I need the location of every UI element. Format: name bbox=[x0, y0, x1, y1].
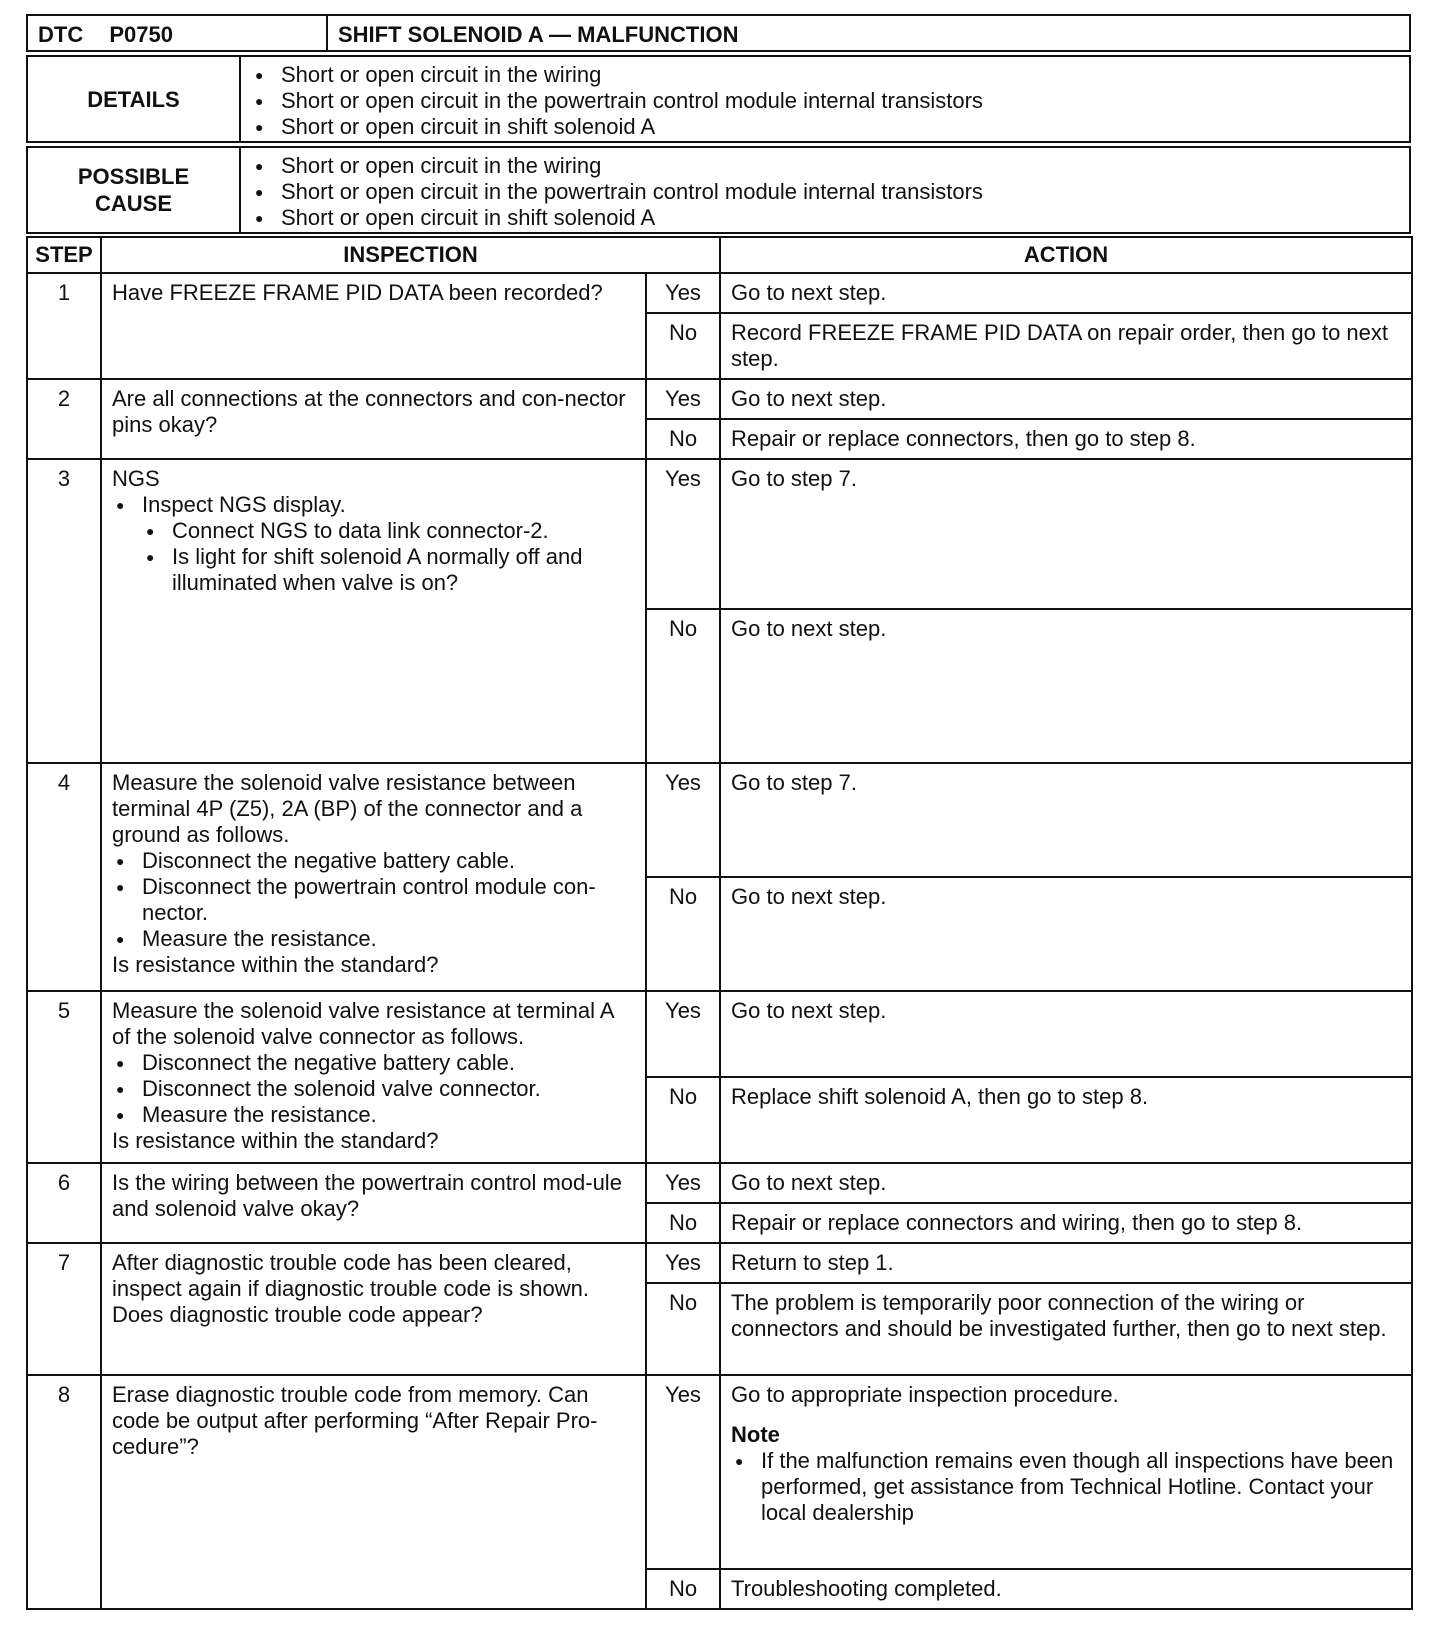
no-action: Record FREEZE FRAME PID DATA on repair order, then go to next step. bbox=[720, 313, 1412, 379]
inspection-title: NGS bbox=[112, 466, 160, 491]
col-action-header: ACTION bbox=[720, 237, 1412, 273]
no-action: Repair or replace connectors and wiring, then go to step 8. bbox=[720, 1203, 1412, 1243]
details-section bbox=[26, 55, 1411, 143]
inspection-bullet: ● Disconnect the negative battery cable. bbox=[112, 1050, 635, 1076]
inspection-cell: Have FREEZE FRAME PID DATA been recorded? bbox=[101, 273, 646, 379]
details-item: ● Short or open circuit in the powertrain control module internal transistors bbox=[251, 88, 1399, 114]
table-row bbox=[27, 991, 1412, 1077]
inspection-bullet: ● Disconnect the negative battery cable. bbox=[112, 848, 635, 874]
possible-cause-label-line2: CAUSE bbox=[94, 191, 172, 216]
no-label: No bbox=[646, 1077, 720, 1163]
possible-cause-item: ● Short or open circuit in the wiring bbox=[251, 153, 1399, 179]
no-label: No bbox=[646, 877, 720, 991]
inspection-bullets bbox=[112, 848, 635, 952]
inspection-question: Is resistance within the standard? bbox=[112, 1128, 439, 1153]
col-inspection-header: INSPECTION bbox=[101, 237, 720, 273]
step-number: 3 bbox=[27, 459, 101, 763]
inspection-intro: Measure the solenoid valve resistance between terminal 4P (Z5), 2A (BP) of the connector and a ground as follows. bbox=[112, 770, 583, 847]
step-number: 8 bbox=[27, 1375, 101, 1609]
inspection-cell: Are all connections at the connectors and con-nector pins okay? bbox=[101, 379, 646, 459]
yes-label: Yes bbox=[646, 1375, 720, 1569]
inspection-bullets bbox=[112, 1050, 635, 1128]
yes-label: Yes bbox=[646, 273, 720, 313]
step-number: 1 bbox=[27, 273, 101, 379]
possible-cause-label-line1: POSSIBLE bbox=[77, 164, 190, 189]
inspection-cell bbox=[101, 991, 646, 1163]
table-row bbox=[27, 273, 1412, 313]
no-label: No bbox=[646, 1203, 720, 1243]
inspection-question: Is resistance within the standard? bbox=[112, 952, 439, 977]
table-row bbox=[27, 763, 1412, 877]
step-number: 4 bbox=[27, 763, 101, 991]
no-label: No bbox=[646, 1569, 720, 1609]
no-label: No bbox=[646, 419, 720, 459]
possible-cause-label bbox=[28, 148, 241, 232]
no-label: No bbox=[646, 609, 720, 763]
yes-label: Yes bbox=[646, 763, 720, 877]
details-list-cell bbox=[241, 57, 1409, 141]
inspection-cell: After diagnostic trouble code has been cleared, inspect again if diagnostic trouble code is shown. Does diagnostic trouble code appear? bbox=[101, 1243, 646, 1375]
inspection-bullets bbox=[112, 492, 635, 518]
no-action: Troubleshooting completed. bbox=[720, 1569, 1412, 1609]
inspection-cell bbox=[101, 763, 646, 991]
inspection-cell: Erase diagnostic trouble code from memory. Can code be output after performing “After Repair Pro-cedure”? bbox=[101, 1375, 646, 1609]
step-number: 6 bbox=[27, 1163, 101, 1243]
step-number: 7 bbox=[27, 1243, 101, 1375]
no-label: No bbox=[646, 1283, 720, 1375]
inspection-bullet: ● Measure the resistance. bbox=[112, 926, 635, 952]
possible-cause-item: ● Short or open circuit in the powertrain control module internal transistors bbox=[251, 179, 1399, 205]
possible-cause-item: ● Short or open circuit in shift solenoid A bbox=[251, 205, 1399, 231]
details-item: ● Short or open circuit in shift solenoid A bbox=[251, 114, 1399, 140]
yes-action: Go to next step. bbox=[720, 273, 1412, 313]
possible-cause-list bbox=[251, 153, 1399, 231]
no-action: Replace shift solenoid A, then go to step 8. bbox=[720, 1077, 1412, 1163]
possible-cause-list-cell bbox=[241, 148, 1409, 232]
no-action: Go to next step. bbox=[720, 877, 1412, 991]
inspection-intro: Measure the solenoid valve resistance at terminal A of the solenoid valve connector as follows. bbox=[112, 998, 614, 1049]
table-row bbox=[27, 379, 1412, 419]
yes-action: Go to step 7. bbox=[720, 459, 1412, 609]
inspection-cell: Is the wiring between the powertrain control mod-ule and solenoid valve okay? bbox=[101, 1163, 646, 1243]
yes-action: Go to appropriate inspection procedure. bbox=[731, 1382, 1119, 1407]
yes-label: Yes bbox=[646, 1163, 720, 1203]
yes-label: Yes bbox=[646, 379, 720, 419]
no-action: The problem is temporarily poor connection of the wiring or connectors and should be investigated further, then go to next step. bbox=[720, 1283, 1412, 1375]
inspection-bullet: ● Disconnect the powertrain control module con-nector. bbox=[112, 874, 635, 926]
yes-label: Yes bbox=[646, 459, 720, 609]
step-number: 2 bbox=[27, 379, 101, 459]
dtc-header bbox=[26, 14, 1411, 52]
no-action: Repair or replace connectors, then go to step 8. bbox=[720, 419, 1412, 459]
yes-action: Return to step 1. bbox=[720, 1243, 1412, 1283]
possible-cause-section bbox=[26, 146, 1411, 234]
step-number: 5 bbox=[27, 991, 101, 1163]
inspection-bullet: ● Inspect NGS display. bbox=[112, 492, 635, 518]
dtc-document bbox=[26, 14, 1411, 1610]
no-action: Go to next step. bbox=[720, 609, 1412, 763]
note-list bbox=[731, 1448, 1401, 1526]
col-step-header: STEP bbox=[27, 237, 101, 273]
table-row bbox=[27, 1375, 1412, 1569]
details-list bbox=[251, 62, 1399, 140]
yes-label: Yes bbox=[646, 1243, 720, 1283]
table-row bbox=[27, 1163, 1412, 1203]
note-item: ● If the malfunction remains even though all inspections have been performed, get assistance from Technical Hotline. Contact your local dealership bbox=[731, 1448, 1401, 1526]
yes-action: Go to next step. bbox=[720, 379, 1412, 419]
inspection-table bbox=[26, 236, 1413, 1610]
yes-action: Go to next step. bbox=[720, 1163, 1412, 1203]
inspection-cell bbox=[101, 459, 646, 763]
yes-action-cell bbox=[720, 1375, 1412, 1569]
inspection-bullet: ● Measure the resistance. bbox=[112, 1102, 635, 1128]
yes-label: Yes bbox=[646, 991, 720, 1077]
table-row bbox=[27, 459, 1412, 609]
inspection-bullet: ● Disconnect the solenoid valve connector. bbox=[112, 1076, 635, 1102]
dtc-code: P0750 bbox=[109, 22, 173, 47]
yes-action: Go to step 7. bbox=[720, 763, 1412, 877]
details-label: DETAILS bbox=[28, 57, 241, 141]
note-heading: Note bbox=[731, 1422, 780, 1447]
yes-action: Go to next step. bbox=[720, 991, 1412, 1077]
inspection-sub-bullets bbox=[142, 518, 635, 596]
dtc-label: DTC bbox=[38, 22, 84, 47]
details-item: ● Short or open circuit in the wiring bbox=[251, 62, 1399, 88]
table-row bbox=[27, 1243, 1412, 1283]
inspection-sub-bullet: ● Connect NGS to data link connector-2. bbox=[142, 518, 635, 544]
dtc-title: SHIFT SOLENOID A — MALFUNCTION bbox=[338, 22, 739, 47]
dtc-code-cell bbox=[28, 16, 328, 50]
inspection-sub-bullet: ● Is light for shift solenoid A normally off and illuminated when valve is on? bbox=[142, 544, 635, 596]
no-label: No bbox=[646, 313, 720, 379]
table-header-row bbox=[27, 237, 1412, 273]
